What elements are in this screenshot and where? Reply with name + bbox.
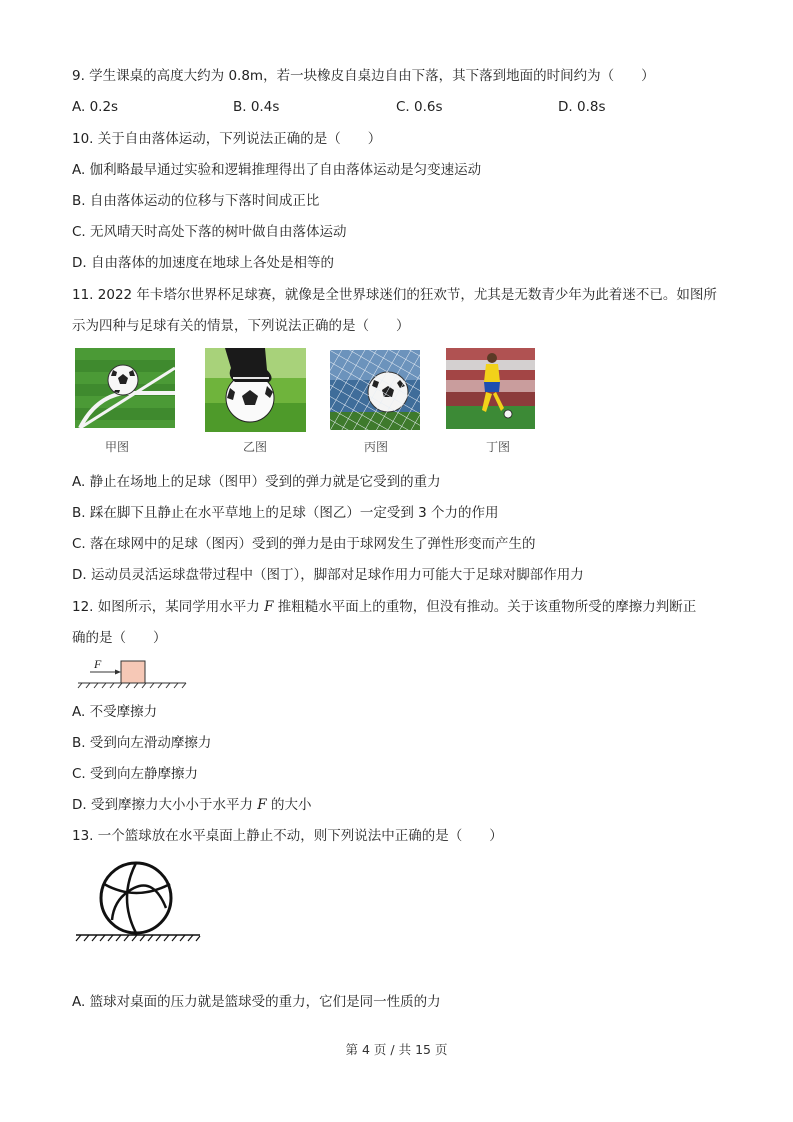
q11-option-c: C. 落在球网中的足球（图丙）受到的弹力是由于球网发生了弹性形变而产生的 [72, 536, 536, 552]
figure-bing [330, 350, 420, 430]
force-label-f: F [94, 657, 102, 671]
q12-option-d-variable: F [257, 797, 267, 813]
q10-option-c: C. 无风晴天时高处下落的树叶做自由落体运动 [72, 224, 347, 240]
q12-stem-line1 [72, 597, 696, 617]
q10-option-d: D. 自由落体的加速度在地球上各处是相等的 [72, 255, 334, 271]
q12-option-c: C. 受到向左静摩擦力 [72, 766, 199, 782]
q10-option-b: B. 自由落体运动的位移与下落时间成正比 [72, 193, 320, 209]
q13-stem: 13. 一个篮球放在水平桌面上静止不动，则下列说法中正确的是（ ） [72, 828, 503, 844]
basketball-diagram [74, 858, 204, 946]
q12-figure-box-on-ground [72, 656, 192, 692]
football-net-image [330, 350, 420, 430]
caption-yi: 乙图 [242, 440, 267, 454]
q12-option-d-part2: 的大小 [266, 797, 312, 813]
q12-option-d-part1: D. 受到摩擦力大小小于水平力 [72, 797, 258, 813]
q11-option-b: B. 踩在脚下且静止在水平草地上的足球（图乙）一定受到 3 个力的作用 [72, 505, 499, 521]
caption-jia: 甲图 [104, 440, 129, 454]
q9-stem: 9. 学生课桌的高度大约为 0.8m，若一块橡皮自桌边自由下落，其下落到地面的时间约为（ ） [72, 68, 655, 84]
football-foot-image [205, 348, 306, 432]
figure-jia [75, 348, 175, 428]
caption-ding: 丁图 [485, 440, 510, 454]
football-corner-image [75, 348, 175, 428]
q12-stem-variable: F [264, 599, 274, 615]
q12-stem-part2: 推粗糙水平面上的重物，但没有推动。关于该重物所受的摩擦力判断正 [273, 599, 697, 615]
q10-option-a: A. 伽利略最早通过实验和逻辑推理得出了自由落体运动是匀变速运动 [72, 162, 482, 178]
q13-figure-basketball [74, 858, 204, 946]
q12-stem-part1: 12. 如图所示，某同学用水平力 [72, 599, 265, 615]
figure-ding [446, 348, 535, 429]
q9-option-c: C. 0.6s [396, 99, 443, 115]
q9-option-d: D. 0.8s [558, 99, 606, 115]
caption-bing: 丙图 [363, 440, 388, 454]
figure-yi [205, 348, 306, 432]
q12-stem-line2: 确的是（ ） [72, 630, 167, 646]
q12-option-d [72, 795, 311, 815]
force-diagram [72, 656, 192, 692]
q12-option-a: A. 不受摩擦力 [72, 704, 158, 720]
q11-option-a: A. 静止在场地上的足球（图甲）受到的弹力就是它受到的重力 [72, 474, 441, 490]
q13-option-a: A. 篮球对桌面的压力就是篮球受的重力，它们是同一性质的力 [72, 994, 441, 1010]
q11-stem-line2: 示为四种与足球有关的情景，下列说法正确的是（ ） [72, 318, 410, 334]
q9-option-a: A. 0.2s [72, 99, 119, 115]
q11-stem-line1: 11. 2022 年卡塔尔世界杯足球赛，就像是全世界球迷们的狂欢节，尤其是无数青少年为此着迷不已。如图所 [72, 287, 717, 303]
q12-option-b: B. 受到向左滑动摩擦力 [72, 735, 212, 751]
q9-option-b: B. 0.4s [233, 99, 280, 115]
football-player-image [446, 348, 535, 429]
page-footer: 第 4 页 / 共 15 页 [345, 1042, 448, 1057]
q11-option-d: D. 运动员灵活运球盘带过程中（图丁），脚部对足球作用力可能大于足球对脚部作用力 [72, 567, 584, 583]
q10-stem: 10. 关于自由落体运动，下列说法正确的是（ ） [72, 131, 382, 147]
